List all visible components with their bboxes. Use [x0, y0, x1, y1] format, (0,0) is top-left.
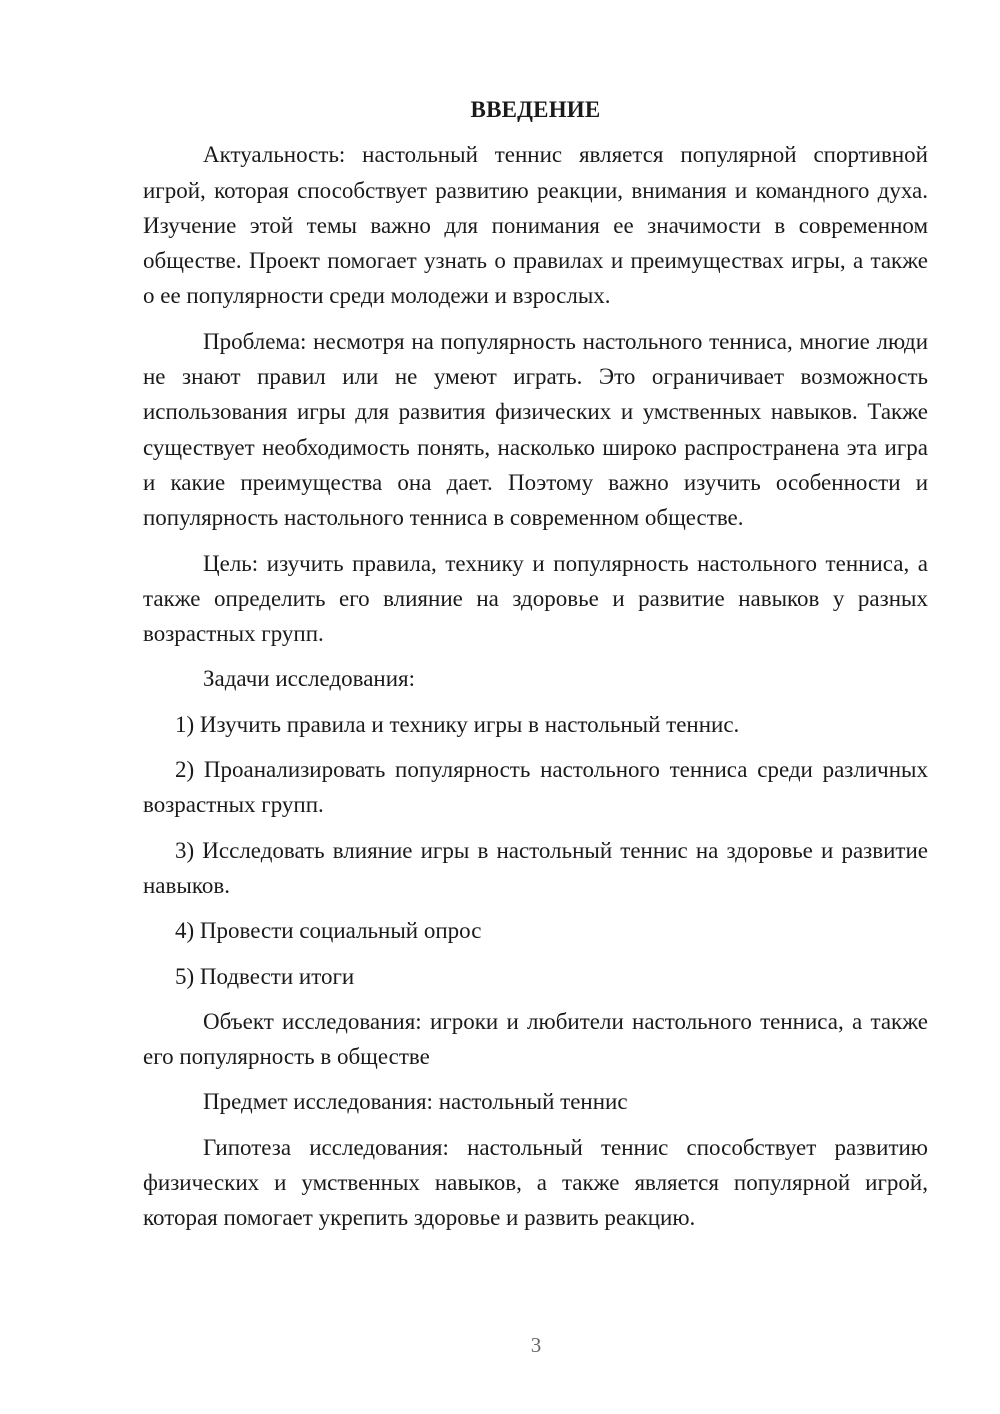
task-item-5: 5) Подвести итоги: [175, 963, 355, 989]
task-item-3: 3) Исследовать влияние игры в настольный теннис на здоровье и развитие навыков.: [143, 837, 928, 898]
task-item-4: 4) Провести социальный опрос: [175, 918, 482, 944]
page-number: 3: [530, 1333, 542, 1357]
subject-paragraph: Предмет исследования: настольный теннис: [203, 1089, 628, 1115]
hypothesis-paragraph: Гипотеза исследования: настольный теннис способствует развитию физических и умственных навыков, а также является популярной игрой, которая помогает укрепить здоровье и развить реакцию.: [143, 1134, 928, 1231]
goal-paragraph: Цель: изучить правила, технику и популярность настольного тенниса, а также определить его влияние на здоровье и развитие навыков у разных возрастных групп.: [143, 550, 928, 647]
document-page: [143, 92, 928, 1246]
page-title: ВВЕДЕНИЕ: [470, 97, 601, 122]
tasks-heading: Задачи исследования:: [203, 666, 416, 692]
task-item-1: 1) Изучить правила и технику игры в настольный теннис.: [175, 711, 740, 737]
relevance-paragraph: Актуальность: настольный теннис является популярной спортивной игрой, которая способствует развитию реакции, внимания и командного духа. Изучение этой темы важно для понимания ее значимости в современном обществе. Проект помогает узнать о правилах и преимуществах игры, а также о ее популярности среди молодежи и взрослых.: [143, 142, 928, 309]
object-paragraph: Объект исследования: игроки и любители настольного тенниса, а также его популярность в обществе: [143, 1008, 928, 1070]
task-item-2: 2) Проанализировать популярность настольного тенниса среди различных возрастных групп.: [143, 757, 928, 818]
problem-paragraph: Проблема: несмотря на популярность настольного тенниса, многие люди не знают правил или не умеют играть. Это ограничивает возможность использования игры для развития физических и умственных навыков. Также существует необходимость понять, насколько широко распространена эта игра и какие преимущества она дает. Поэтому важно изучить особенности и популярность настольного тенниса в современном обществе.: [143, 328, 928, 531]
